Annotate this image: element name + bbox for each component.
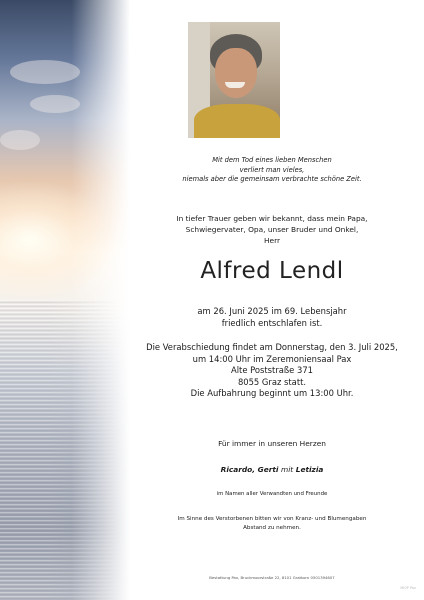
- intro-line: Herr: [263, 236, 281, 245]
- boardwalk-artwork: [0, 300, 120, 600]
- cloud: [10, 60, 80, 84]
- portrait-photo: [188, 22, 280, 138]
- death-line: friedlich entschlafen ist.: [221, 317, 323, 328]
- mourners-names: [122, 465, 422, 475]
- death-line: am 26. Juni 2025 im 69. Lebensjahr: [197, 306, 347, 316]
- deceased-name: Alfred Lendl: [200, 258, 344, 284]
- family-note: im Namen aller Verwandten und Freunde: [216, 491, 328, 497]
- farewell-line: Die Aufbahrung beginnt um 13:00 Uhr.: [190, 388, 354, 398]
- farewell-details: [122, 342, 422, 400]
- mourner-joiner: mit: [281, 465, 294, 474]
- farewell-line: Alte Poststraße 371: [231, 365, 313, 375]
- closing-line: Für immer in unseren Herzen: [218, 439, 326, 448]
- verse-line: verliert man vieles,: [239, 165, 305, 174]
- verse-line: niemals aber die gemeinsam verbrachte schöne Zeit.: [182, 175, 362, 183]
- verse-line: Mit dem Tod eines lieben Menschen: [212, 156, 332, 164]
- farewell-line: Die Verabschiedung findet am Donnerstag, den 3. Juli 2025,: [146, 342, 398, 352]
- mourner-last-name: Letizia: [295, 465, 324, 474]
- mourner-names: Ricardo, Gerti: [220, 465, 279, 474]
- donation-line: Abstand zu nehmen.: [243, 525, 301, 531]
- sunlight-glow: [0, 180, 120, 300]
- donation-line: Im Sinne des Verstorbenen bitten wir von Kranz- und Blumengaben: [177, 516, 367, 522]
- farewell-line: um 14:00 Uhr im Zeremoniensaal Pax: [192, 353, 352, 364]
- memorial-verse: [122, 156, 422, 185]
- farewell-line: 8055 Graz statt.: [237, 376, 307, 387]
- cloud: [30, 95, 80, 113]
- announcement-intro: [122, 213, 422, 246]
- cloud: [0, 130, 40, 150]
- intro-line: Schwiegervater, Opa, unser Bruder und Onkel,: [185, 225, 359, 234]
- death-notice: [122, 306, 422, 329]
- donation-request: [122, 515, 422, 533]
- corner-mark: Mi0P Pax: [400, 586, 416, 590]
- intro-line: In tiefer Trauer geben wir bekannt, dass mein Papa,: [176, 214, 368, 223]
- funeral-home-footer: Bestattung Pax, Bruckmoorstraße 22, 8101 Gratkorn 0501394607: [209, 575, 335, 580]
